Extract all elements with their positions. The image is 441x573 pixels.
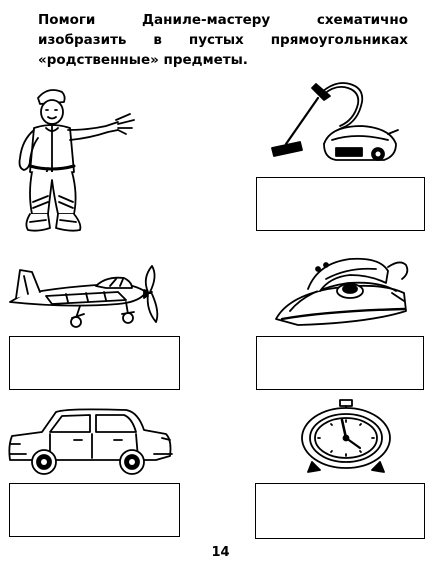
iron-icon [268, 253, 412, 333]
answer-box-airplane[interactable] [9, 336, 180, 390]
answer-box-iron[interactable] [256, 336, 424, 390]
answer-box-vacuum[interactable] [256, 177, 425, 231]
car-icon [6, 406, 176, 476]
answer-box-clock[interactable] [255, 483, 425, 539]
page-number: 14 [211, 545, 230, 560]
airplane-icon [6, 262, 182, 332]
alarm-clock-icon [298, 398, 396, 476]
vacuum-cleaner-icon [266, 78, 406, 170]
instruction-text: Помоги Даниле-мастеру схематично изобразить в пустых прямоугольниках «родственные» предметы. [38, 12, 408, 68]
answer-box-car[interactable] [9, 483, 180, 537]
craftsman-icon [8, 84, 138, 254]
